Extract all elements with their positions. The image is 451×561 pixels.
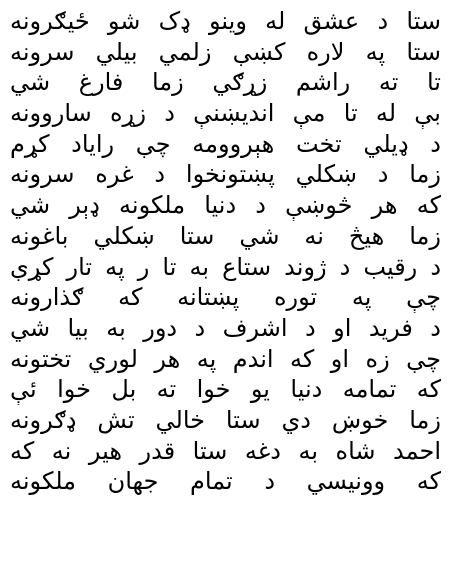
verse-line-7: که هر څوښې د دنيا ملکونه ډېر شي [10,191,441,220]
verse-line-4: بې له تا مې انديښنې د زړه ساروونه [10,99,441,128]
verse-line-1: ستا د عشق له وينو ډک شو ځيګرونه [10,7,441,35]
verse-line-5: د ډيلي تخت هېروومه چې راياد کړم [10,129,441,158]
verse-line-14: زما خوښ دي ستا خالي تش ډګرونه [10,405,441,434]
verse-line-13: که تمامه دنيا يو خوا ته بل خوا ئې [10,375,441,404]
verse-line-3: تا ته راشم زړګي زما فارغ شي [10,68,441,97]
verse-line-12: چې زه او که اندم په هر لوري تختونه [10,344,441,373]
verse-line-16: که وونيسي د تمام جهان ملکونه [10,467,441,496]
poem-text [10,6,441,497]
verse-line-11: د فريد او د اشرف د دور به بيا شي [10,313,441,342]
verse-line-6: زما د ښکلي پښتونخوا د غره سرونه [10,160,441,189]
verse-line-2: ستا په لاره کښې زلمي بيلي سرونه [10,37,441,66]
verse-line-8: زما هيڅ نه شي ستا ښکلي باغونه [10,221,441,250]
verse-line-15: احمد شاه به دغه ستا قدر هير نه که [10,436,441,465]
verse-line-10: چې په توره پښتانه که ګذارونه [10,283,441,312]
verse-line-9: د رقيب د ژوند ستاع به تا ر په تار کړې [10,252,441,281]
